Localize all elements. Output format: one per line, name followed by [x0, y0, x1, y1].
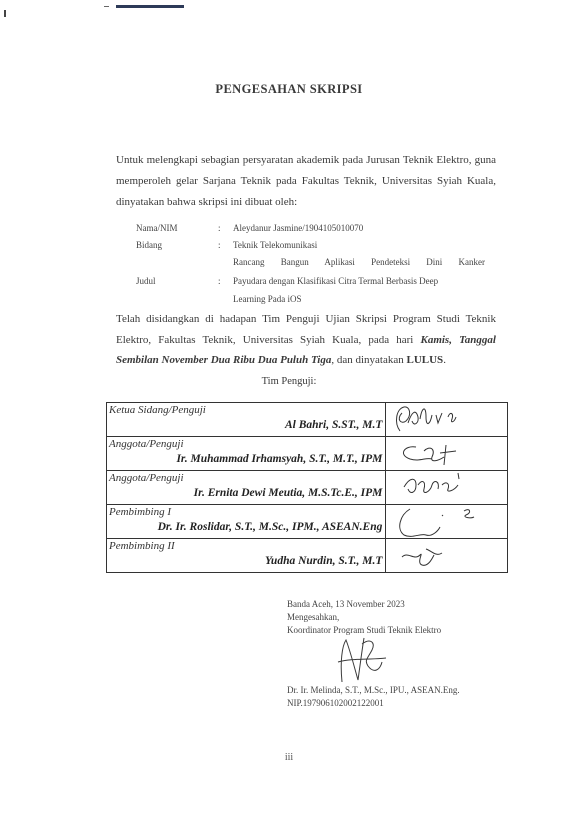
examiner-row — [107, 539, 508, 573]
bidang-value: Teknik Telekomunikasi — [233, 240, 318, 250]
signature-cell — [386, 539, 508, 573]
examiner-cell — [107, 505, 386, 539]
coordinator-signature-icon — [316, 632, 396, 690]
signature-cell — [386, 471, 508, 505]
signature-cell — [386, 437, 508, 471]
examiner-role: Pembimbing II — [109, 540, 175, 552]
examiner-cell — [107, 403, 386, 437]
examiner-name: Al Bahri, S.ST., M.T — [284, 419, 383, 431]
examiner-role: Ketua Sidang/Penguji — [109, 404, 206, 416]
signer-nip: NIP.197906102002122001 — [287, 698, 384, 708]
examiner-row — [107, 505, 508, 539]
nama-label: Nama/NIM — [136, 223, 178, 233]
statement-date: Kamis, Tanggal Sembilan November Dua Ribu Dua Puluh Tiga — [116, 333, 496, 366]
bidang-label: Bidang — [136, 240, 162, 250]
judul-label: Judul — [136, 276, 156, 286]
statement-result: LULUS — [406, 354, 444, 366]
signature-cell — [386, 403, 508, 437]
signature-1-icon — [386, 403, 507, 436]
judul-value-line2: Payudara dengan Klasifikasi Citra Termal Berbasis Deep — [233, 276, 439, 286]
examiner-role: Anggota/Penguji — [109, 438, 184, 450]
examiner-role: Pembimbing I — [109, 506, 172, 518]
approval-position: Koordinator Program Studi Teknik Elektro — [287, 625, 442, 635]
scan-mark-dash — [104, 6, 109, 7]
signature-5-icon — [386, 539, 507, 572]
judul-value-line1: Rancang Bangun Aplikasi Pendeteksi Dini Kanker — [233, 257, 485, 267]
nama-value: Aleydanur Jasmine/1904105010070 — [233, 223, 364, 233]
statement-text-2: , dan dinyatakan — [331, 354, 407, 366]
approval-place-date: Banda Aceh, 13 November 2023 — [287, 599, 405, 609]
examiner-table — [106, 402, 508, 573]
examiner-cell — [107, 539, 386, 573]
statement-text-1: Telah disidangkan di hadapan Tim Penguji Ujian Skripsi Program Studi Teknik Elektro, Fakultas Teknik, Universitas Syiah Kuala, pada hari — [116, 313, 496, 346]
colon: : — [218, 276, 221, 286]
statement-text-3: . — [443, 354, 446, 366]
scan-mark-left — [4, 10, 6, 17]
examiner-name: Ir. Muhammad Irhamsyah, S.T., M.T., IPM — [176, 453, 383, 465]
statement-paragraph — [116, 309, 496, 371]
examiner-cell — [107, 437, 386, 471]
examiner-cell — [107, 471, 386, 505]
examiner-name: Dr. Ir. Roslidar, S.T., M.Sc., IPM., ASEAN.Eng — [157, 521, 383, 533]
signer-block — [287, 684, 460, 710]
page-number: iii — [284, 752, 294, 763]
panel-title: Tim Penguji: — [261, 376, 317, 387]
scan-mark-top — [116, 5, 184, 8]
colon: : — [218, 240, 221, 250]
signature-2-icon — [386, 437, 507, 470]
intro-paragraph: Untuk melengkapi sebagian persyaratan akademik pada Jurusan Teknik Elektro, guna memperoleh gelar Sarjana Teknik pada Fakultas Teknik, Universitas Syiah Kuala, dinyatakan bahwa skripsi ini dibuat oleh: — [116, 154, 496, 208]
approval-mengesahkan: Mengesahkan, — [287, 612, 340, 622]
examiner-role: Anggota/Penguji — [109, 472, 184, 484]
signature-3-icon — [386, 471, 507, 504]
page-title: PENGESAHAN SKRIPSI — [215, 82, 363, 96]
examiner-row — [107, 437, 508, 471]
signature-4-icon — [386, 505, 507, 538]
signer-name: Dr. Ir. Melinda, S.T., M.Sc., IPU., ASEAN.Eng. — [287, 685, 460, 695]
examiner-row — [107, 403, 508, 437]
examiner-row — [107, 471, 508, 505]
signature-cell — [386, 505, 508, 539]
examiner-name: Yudha Nurdin, S.T., M.T — [264, 555, 383, 567]
colon: : — [218, 223, 221, 233]
examiner-name: Ir. Ernita Dewi Meutia, M.S.Tc.E., IPM — [193, 487, 383, 499]
judul-value-line3: Learning Pada iOS — [233, 294, 302, 304]
